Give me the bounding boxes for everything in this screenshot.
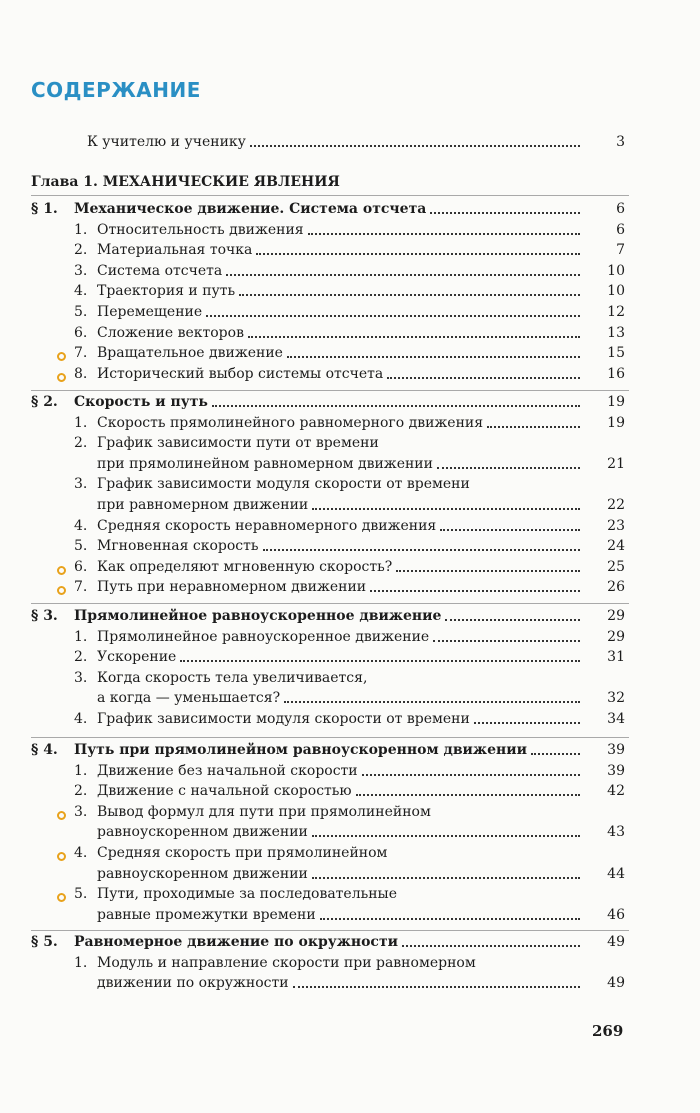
toc-subsection[interactable] bbox=[0, 365, 700, 385]
leader-dots bbox=[263, 549, 580, 551]
page-number: 269 bbox=[592, 1022, 624, 1040]
leader-dots bbox=[293, 986, 580, 988]
entry-page: 49 bbox=[607, 975, 625, 992]
entry-page: 16 bbox=[607, 365, 625, 382]
entry-number: § 3. bbox=[31, 608, 58, 624]
leader-dots bbox=[320, 918, 580, 920]
toc-subsection[interactable] bbox=[0, 558, 700, 578]
entry-page: 12 bbox=[607, 304, 625, 320]
entry-title: Прямолинейное равноускоренное движение bbox=[74, 608, 442, 624]
entry-page: 26 bbox=[607, 579, 625, 596]
chapter-heading: Глава 1. МЕХАНИЧЕСКИЕ ЯВЛЕНИЯ bbox=[31, 174, 340, 190]
entry-title: Материальная точка bbox=[97, 242, 253, 259]
entry-title: Средняя скорость при прямолинейном bbox=[97, 845, 388, 861]
entry-number: 5. bbox=[74, 886, 88, 903]
toc-subsection[interactable] bbox=[0, 475, 700, 495]
entry-title: Скорость и путь bbox=[74, 394, 208, 410]
entry-page: 34 bbox=[607, 711, 625, 727]
entry-title: Путь при прямолинейном равноускоренном движении bbox=[74, 742, 527, 758]
advanced-topic-circle-icon bbox=[57, 373, 66, 382]
entry-number: 2. bbox=[74, 242, 88, 259]
entry-title: График зависимости модуля скорости от времени bbox=[97, 476, 470, 493]
toc-entry-intro[interactable] bbox=[0, 133, 700, 153]
entry-number: 4. bbox=[74, 283, 88, 300]
section-divider bbox=[31, 390, 629, 391]
entry-title: Равномерное движение по окружности bbox=[74, 934, 398, 950]
entry-number: § 4. bbox=[31, 742, 58, 758]
entry-page: 22 bbox=[607, 497, 625, 513]
leader-dots bbox=[239, 294, 580, 296]
entry-title: Траектория и путь bbox=[97, 283, 236, 300]
leader-dots bbox=[312, 877, 580, 879]
entry-number: 2. bbox=[74, 435, 88, 452]
toc-section[interactable] bbox=[0, 607, 700, 627]
entry-number: 1. bbox=[74, 414, 88, 431]
entry-title: График зависимости пути от времени bbox=[97, 435, 379, 452]
entry-number: § 5. bbox=[31, 934, 58, 950]
leader-dots bbox=[356, 794, 580, 796]
entry-number: 8. bbox=[74, 365, 88, 382]
entry-title: при прямолинейном равномерном движении bbox=[97, 455, 433, 472]
entry-title: Движение без начальной скорости bbox=[97, 762, 358, 779]
section-divider bbox=[31, 737, 629, 738]
leader-dots bbox=[256, 253, 580, 255]
leader-dots bbox=[287, 356, 580, 358]
entry-page: 10 bbox=[607, 262, 625, 279]
entry-page: 13 bbox=[607, 324, 625, 341]
leader-dots bbox=[180, 660, 580, 662]
advanced-topic-circle-icon bbox=[57, 586, 66, 595]
entry-number: 2. bbox=[74, 649, 88, 666]
entry-page: 19 bbox=[607, 394, 625, 410]
toc-subsection[interactable] bbox=[0, 241, 700, 261]
entry-title: равноускоренном движении bbox=[97, 824, 308, 841]
entry-page: 46 bbox=[607, 906, 625, 923]
entry-page: 42 bbox=[607, 783, 625, 800]
advanced-topic-circle-icon bbox=[57, 811, 66, 820]
section-divider bbox=[31, 930, 629, 931]
entry-number: 7. bbox=[74, 579, 88, 596]
entry-title: Средняя скорость неравномерного движения bbox=[97, 517, 437, 534]
toc-subsection[interactable] bbox=[0, 628, 700, 648]
toc-subsection[interactable] bbox=[0, 803, 700, 823]
entry-number: 1. bbox=[74, 762, 88, 779]
entry-title: при равномерном движении bbox=[97, 497, 309, 513]
entry-title: Путь при неравномерном движении bbox=[97, 579, 367, 596]
entry-page: 43 bbox=[607, 824, 625, 841]
entry-page: 7 bbox=[616, 242, 625, 259]
entry-page: 3 bbox=[616, 134, 625, 150]
entry-page: 29 bbox=[607, 608, 625, 624]
toc-subsection[interactable] bbox=[0, 262, 700, 282]
toc-subsection[interactable] bbox=[0, 782, 700, 802]
toc-subsection[interactable] bbox=[0, 221, 700, 241]
entry-title: График зависимости модуля скорости от времени bbox=[97, 711, 470, 727]
toc-subsection[interactable] bbox=[0, 324, 700, 344]
leader-dots bbox=[387, 377, 580, 379]
entry-title: Механическое движение. Система отсчета bbox=[74, 201, 427, 217]
toc-subsection[interactable] bbox=[0, 762, 700, 782]
leader-dots bbox=[312, 508, 580, 510]
toc-subsection[interactable] bbox=[0, 414, 700, 434]
entry-title: равноускоренном движении bbox=[97, 865, 308, 882]
toc-subsection[interactable] bbox=[0, 689, 700, 709]
entry-title: Ускорение bbox=[97, 649, 177, 666]
toc-section[interactable] bbox=[0, 741, 700, 761]
entry-title: Вывод формул для пути при прямолинейном bbox=[97, 803, 431, 820]
entry-page: 6 bbox=[616, 221, 625, 238]
toc-subsection[interactable] bbox=[0, 537, 700, 557]
toc-section[interactable] bbox=[0, 200, 700, 220]
toc-subsection[interactable] bbox=[0, 344, 700, 364]
entry-title: Сложение векторов bbox=[97, 324, 244, 341]
entry-title: Прямолинейное равноускоренное движение bbox=[97, 628, 430, 645]
entry-title: Вращательное движение bbox=[97, 345, 283, 362]
toc-subsection[interactable] bbox=[0, 434, 700, 454]
entry-title: К учителю и ученику bbox=[87, 134, 246, 150]
toc-subsection[interactable] bbox=[0, 710, 700, 730]
entry-title: Мгновенная скорость bbox=[97, 538, 259, 555]
toc-subsection[interactable] bbox=[0, 648, 700, 668]
entry-page: 31 bbox=[607, 649, 625, 666]
toc-subsection[interactable] bbox=[0, 844, 700, 864]
toc-subsection[interactable] bbox=[0, 496, 700, 516]
toc-subsection[interactable] bbox=[0, 906, 700, 926]
entry-number: 6. bbox=[74, 558, 88, 575]
leader-dots bbox=[402, 945, 580, 947]
entry-number: 4. bbox=[74, 711, 88, 727]
entry-title: движении по окружности bbox=[97, 975, 289, 992]
entry-number: 5. bbox=[74, 304, 88, 320]
advanced-topic-circle-icon bbox=[57, 893, 66, 902]
entry-number: § 2. bbox=[31, 394, 58, 410]
advanced-topic-circle-icon bbox=[57, 852, 66, 861]
entry-title: Пути, проходимые за последовательные bbox=[97, 886, 397, 903]
entry-number: 6. bbox=[74, 324, 88, 341]
section-divider bbox=[31, 603, 629, 604]
leader-dots bbox=[362, 774, 580, 776]
leader-dots bbox=[430, 212, 580, 214]
leader-dots bbox=[248, 336, 580, 338]
entry-number: 2. bbox=[74, 783, 88, 800]
entry-number: 1. bbox=[74, 954, 88, 971]
toc-subsection[interactable] bbox=[0, 578, 700, 598]
entry-page: 32 bbox=[607, 690, 625, 707]
entry-title: Относительность движения bbox=[97, 221, 304, 238]
entry-number: 7. bbox=[74, 345, 88, 362]
entry-number: 4. bbox=[74, 845, 88, 861]
leader-dots bbox=[250, 145, 580, 147]
entry-title: Как определяют мгновенную скорость? bbox=[97, 558, 393, 575]
entry-title: Система отсчета bbox=[97, 262, 223, 279]
entry-title: Скорость прямолинейного равномерного движения bbox=[97, 414, 484, 431]
entry-number: 3. bbox=[74, 669, 88, 686]
entry-page: 15 bbox=[607, 345, 625, 362]
toc-subsection[interactable] bbox=[0, 823, 700, 843]
advanced-topic-circle-icon bbox=[57, 352, 66, 361]
entry-page: 24 bbox=[607, 538, 625, 555]
toc-subsection[interactable] bbox=[0, 303, 700, 323]
entry-page: 23 bbox=[607, 517, 625, 534]
entry-number: 5. bbox=[74, 538, 88, 555]
entry-page: 19 bbox=[607, 414, 625, 431]
toc-subsection[interactable] bbox=[0, 885, 700, 905]
leader-dots bbox=[308, 233, 580, 235]
entry-page: 10 bbox=[607, 283, 625, 300]
entry-title: Модуль и направление скорости при равномерном bbox=[97, 954, 476, 971]
entry-page: 39 bbox=[607, 742, 625, 758]
leader-dots bbox=[312, 835, 580, 837]
entry-number: 4. bbox=[74, 517, 88, 534]
entry-number: § 1. bbox=[31, 201, 58, 217]
toc-subsection[interactable] bbox=[0, 282, 700, 302]
toc-subsection[interactable] bbox=[0, 455, 700, 475]
entry-page: 25 bbox=[607, 558, 625, 575]
entry-page: 44 bbox=[607, 865, 625, 882]
leader-dots bbox=[433, 640, 580, 642]
leader-dots bbox=[226, 274, 580, 276]
toc-subsection[interactable] bbox=[0, 517, 700, 537]
entry-title: Движение с начальной скоростью bbox=[97, 783, 352, 800]
entry-number: 1. bbox=[74, 221, 88, 238]
toc-subsection[interactable] bbox=[0, 974, 700, 994]
page-title: СОДЕРЖАНИЕ bbox=[31, 78, 201, 102]
entry-page: 21 bbox=[607, 455, 625, 472]
entry-number: 3. bbox=[74, 476, 88, 493]
entry-number: 3. bbox=[74, 262, 88, 279]
toc-section[interactable] bbox=[0, 393, 700, 413]
entry-page: 29 bbox=[607, 628, 625, 645]
entry-number: 3. bbox=[74, 803, 88, 820]
toc-subsection[interactable] bbox=[0, 669, 700, 689]
entry-page: 6 bbox=[616, 201, 625, 217]
leader-dots bbox=[370, 590, 580, 592]
entry-title: Перемещение bbox=[97, 304, 203, 320]
leader-dots bbox=[212, 405, 580, 407]
section-divider bbox=[31, 195, 629, 196]
entry-number: 1. bbox=[74, 628, 88, 645]
entry-title: а когда — уменьшается? bbox=[97, 690, 281, 707]
leader-dots bbox=[437, 467, 580, 469]
leader-dots bbox=[284, 701, 580, 703]
toc-subsection[interactable] bbox=[0, 865, 700, 885]
leader-dots bbox=[396, 570, 580, 572]
entry-page: 49 bbox=[607, 934, 625, 950]
entry-page: 39 bbox=[607, 762, 625, 779]
entry-title: равные промежутки времени bbox=[97, 906, 316, 923]
entry-title: Исторический выбор системы отсчета bbox=[97, 365, 384, 382]
toc-subsection[interactable] bbox=[0, 954, 700, 974]
advanced-topic-circle-icon bbox=[57, 566, 66, 575]
leader-dots bbox=[206, 315, 580, 317]
entry-title: Когда скорость тела увеличивается, bbox=[97, 669, 368, 686]
toc-section[interactable] bbox=[0, 933, 700, 953]
